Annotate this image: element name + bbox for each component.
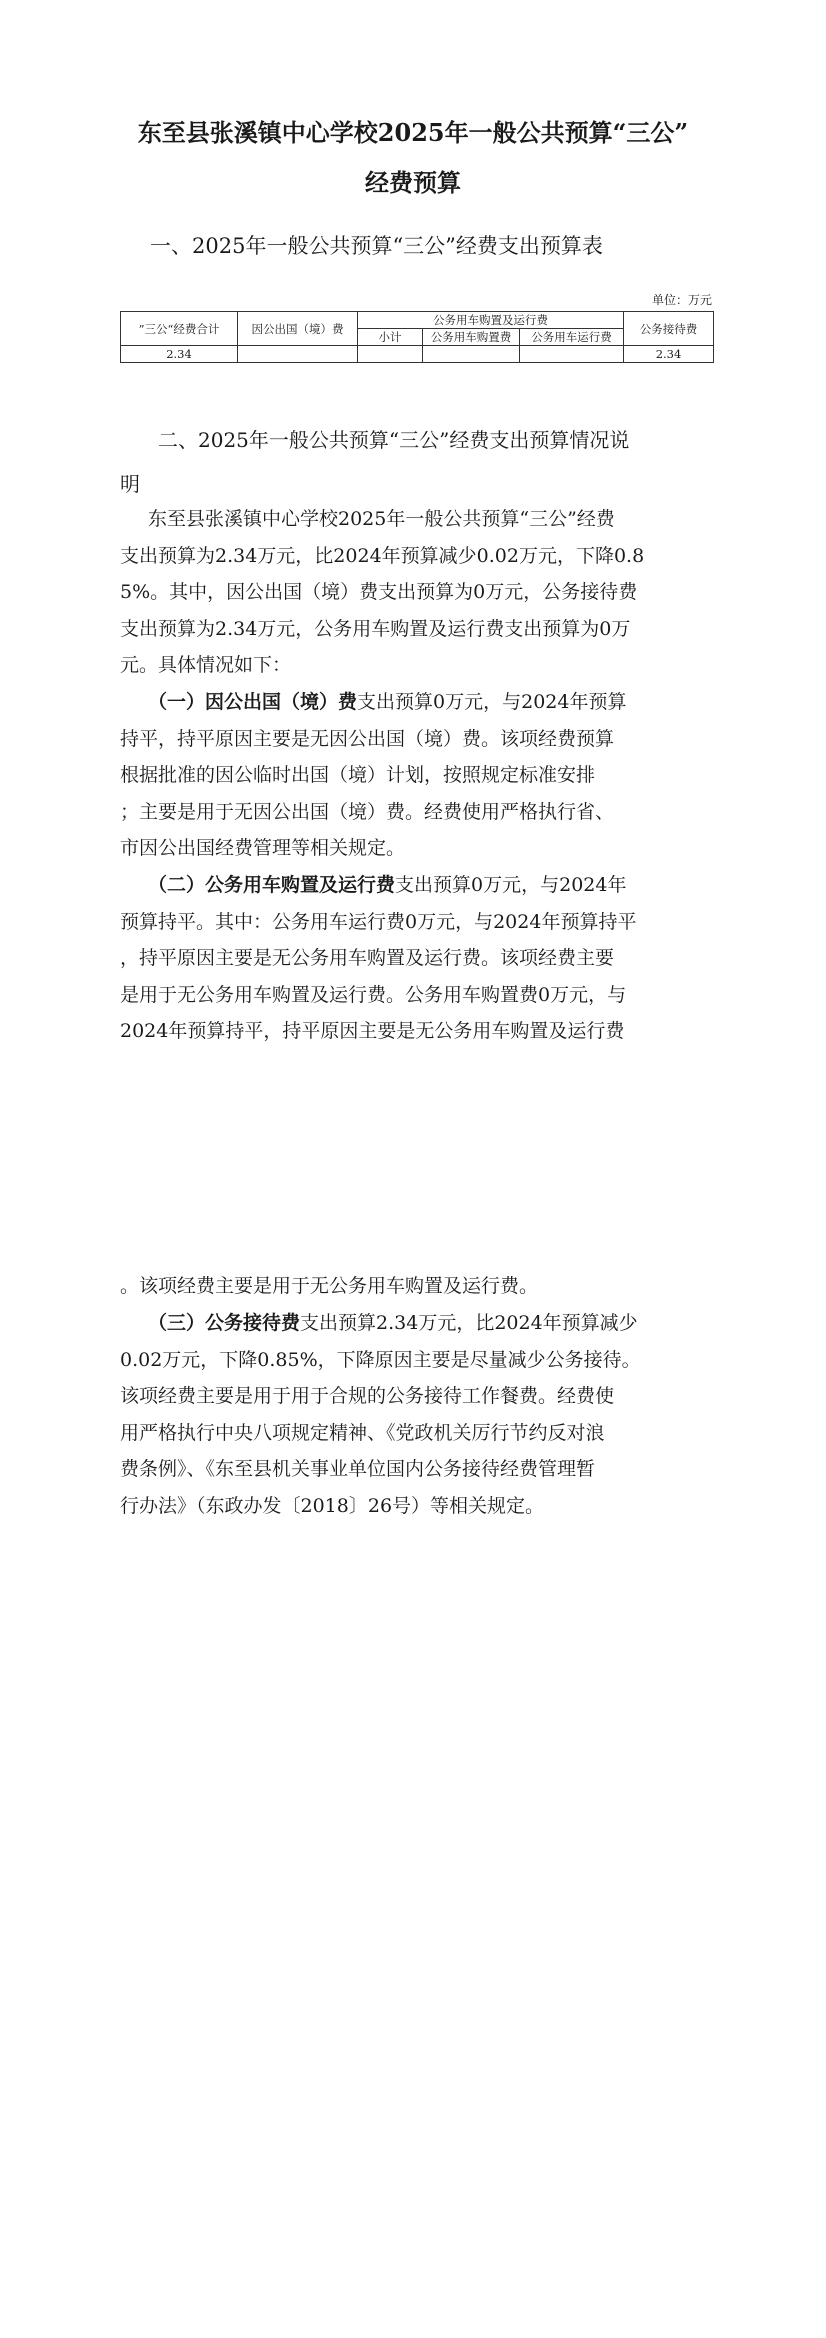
item-2-first: 支出预算0万元，与2024年 <box>395 874 627 896</box>
cell-purchase <box>423 346 520 363</box>
title-line-1: 东至县张溪镇中心学校2025年一般公共预算“三公” <box>137 118 689 147</box>
table-header-row-1 <box>121 312 714 329</box>
section-2-heading <box>120 418 720 506</box>
header-abroad: 因公出国（境）费 <box>238 312 358 346</box>
intro-line: 5%。其中，因公出国（境）费支出预算为0万元，公务接待费 <box>120 581 638 604</box>
header-three-public-total: ”三公“经费合计 <box>121 312 238 346</box>
item-1-line: 持平，持平原因主要是无因公出国（境）费。该项经费预算 <box>120 727 615 750</box>
item-2-paragraph <box>120 867 720 1050</box>
item-3-line: 费条例》、《东至县机关事业单位国内公务接待经费管理暂 <box>120 1458 596 1481</box>
item-1-label: （一）因公出国（境）费 <box>148 691 358 713</box>
item-1-line: 市因公出国经费管理等相关规定。 <box>120 837 406 860</box>
intro-line: 支出预算为2.34万元，比2024年预算减少0.02万元，下降0.8 <box>120 544 645 567</box>
item-2-line: 2024年预算持平，持平原因主要是无公务用车购置及运行费 <box>120 1020 625 1043</box>
item-2-continuation <box>120 1268 720 1305</box>
section-2-heading-line-1: 二、2025年一般公共预算“三公”经费支出预算情况说 <box>158 428 630 452</box>
header-subtotal: 小计 <box>358 329 423 346</box>
page-title <box>110 108 716 208</box>
item-1-line: 根据批准的因公临时出国（境）计划，按照规定标准安排 <box>120 764 596 787</box>
cell-subtotal <box>358 346 423 363</box>
header-vehicle-group: 公务用车购置及运行费 <box>358 312 624 329</box>
item-3-line: 0.02万元，下降0.85%，下降原因主要是尽量减少公务接待。 <box>120 1348 641 1371</box>
intro-line: 支出预算为2.34万元，公务用车购置及运行费支出预算为0万 <box>120 617 631 640</box>
intro-line: 元。具体情况如下： <box>120 654 292 677</box>
header-vehicle-purchase: 公务用车购置费 <box>423 329 520 346</box>
section-2-heading-line-2: 明 <box>120 472 140 496</box>
item-3-line: 行办法》（东政办发〔2018〕26号）等相关规定。 <box>120 1494 545 1517</box>
table-row <box>121 346 714 363</box>
item-1-first: 支出预算0万元，与2024年预算 <box>357 691 627 713</box>
cell-operation <box>520 346 624 363</box>
item-1-paragraph <box>120 684 720 867</box>
cell-abroad <box>238 346 358 363</box>
budget-table <box>120 311 714 363</box>
item-3-label: （三）公务接待费 <box>148 1312 301 1334</box>
unit-label: 单位：万元 <box>651 293 712 307</box>
item-2-line: 预算持平。其中：公务用车运行费0万元，与2024年预算持平 <box>120 910 637 933</box>
cell-reception: 2.34 <box>624 346 714 363</box>
item-2-line: ，持平原因主要是无公务用车购置及运行费。该项经费主要 <box>120 947 615 970</box>
intro-line: 东至县张溪镇中心学校2025年一般公共预算“三公”经费 <box>148 508 615 530</box>
item-3-first: 支出预算2.34万元，比2024年预算减少 <box>300 1312 638 1334</box>
item-2-continuation-line: 。该项经费主要是用于无公务用车购置及运行费。 <box>120 1275 539 1297</box>
cell-total: 2.34 <box>121 346 238 363</box>
header-vehicle-operation: 公务用车运行费 <box>520 329 624 346</box>
item-1-line: ；主要是用于无因公出国（境）费。经费使用严格执行省、 <box>120 800 615 823</box>
item-2-line: 是用于无公务用车购置及运行费。公务用车购置费0万元，与 <box>120 983 627 1006</box>
header-reception: 公务接待费 <box>624 312 714 346</box>
section-1-heading: 一、2025年一般公共预算“三公”经费支出预算表 <box>150 234 603 258</box>
item-3-line: 用严格执行中央八项规定精神、《党政机关厉行节约反对浪 <box>120 1421 605 1444</box>
intro-paragraph <box>120 501 720 684</box>
title-line-2: 经费预算 <box>365 168 461 197</box>
item-2-label: （二）公务用车购置及运行费 <box>148 874 396 896</box>
item-3-line: 该项经费主要是用于用于合规的公务接待工作餐费。经费使 <box>120 1385 615 1408</box>
item-3-paragraph <box>120 1305 720 1525</box>
